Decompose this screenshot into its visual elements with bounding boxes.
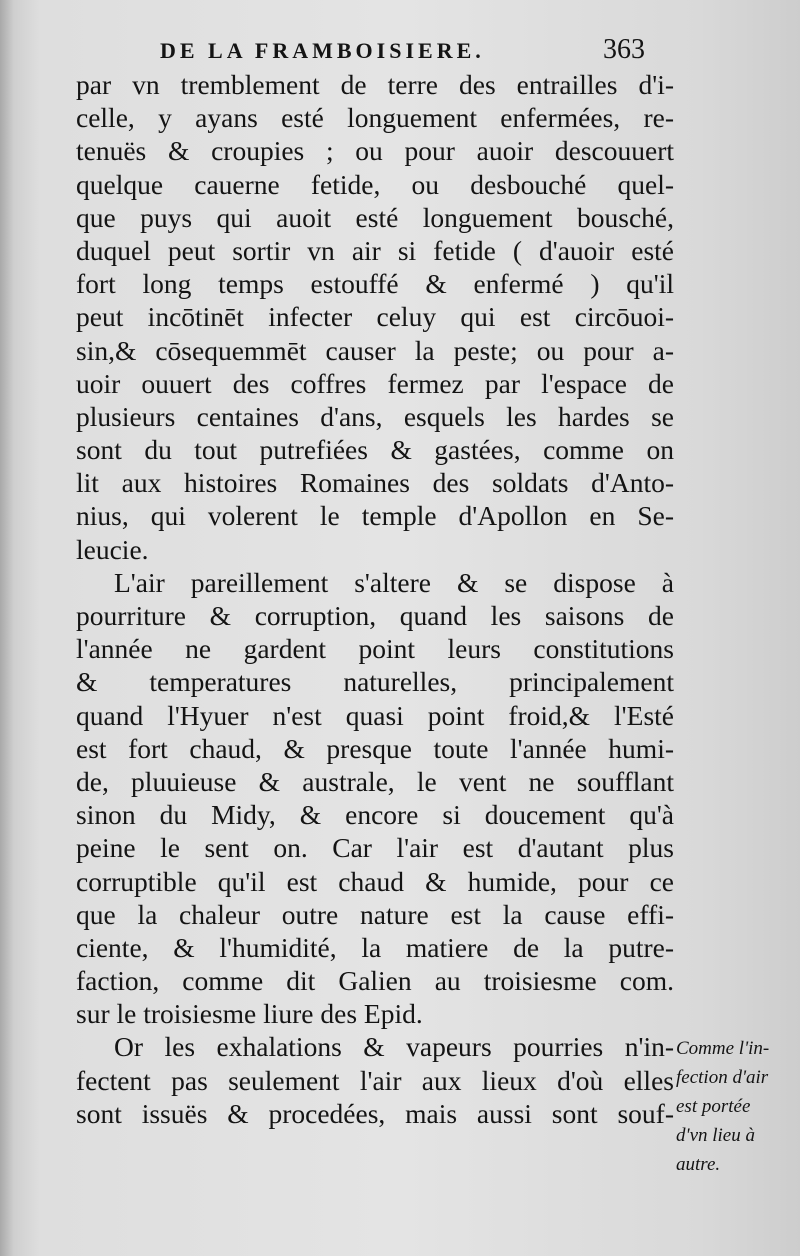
text-line: plusieurs centaines d'ans, esquels les hardes se (76, 400, 674, 432)
text-line: tenuës & croupies ; ou pour auoir descouuert (76, 135, 674, 167)
text-line: que puys qui auoit esté longuement bousché, (76, 201, 674, 233)
text-line: est fort chaud, & presque toute l'année humi- (76, 732, 674, 764)
text-line: peine le sent on. Car l'air est d'autant plus (76, 832, 674, 864)
text-line: sont du tout putrefiées & gastées, comme on (76, 434, 674, 466)
margin-note-line: est portée (676, 1096, 751, 1117)
text-line: quand l'Hyuer n'est quasi point froid,& l'Esté (76, 699, 674, 731)
text-line: & temperatures naturelles, principalement (76, 666, 674, 698)
text-line: l'année ne gardent point leurs constitutions (76, 633, 674, 665)
text-line: fectent pas seulement l'air aux lieux d'où elles (76, 1064, 674, 1096)
text-line: corruptible qu'il est chaud & humide, pour ce (76, 865, 674, 897)
margin-note-line: autre. (676, 1154, 721, 1175)
page-number: 363 (603, 34, 645, 65)
text-line: fort long temps estouffé & enfermé ) qu'il (76, 268, 674, 300)
text-line: duquel peut sortir vn air si fetide ( d'auoir esté (76, 234, 674, 266)
text-line: lit aux histoires Romaines des soldats d'Anto- (76, 467, 674, 499)
margin-note-line: Comme l'in- (676, 1038, 770, 1059)
text-line: que la chaleur outre nature est la cause effi- (76, 898, 674, 930)
text-line: celle, y ayans esté longuement enfermées, re- (76, 102, 674, 134)
text-line: uoir ouuert des coffres fermez par l'espace de (76, 367, 674, 399)
paragraph-start-line: Or les exhalations & vapeurs pourries n'in- (114, 1031, 674, 1063)
margin-note-line: d'vn lieu à (676, 1125, 755, 1146)
text-line: sont issuës & procedées, mais aussi sont souf- (76, 1097, 674, 1129)
text-line: ciente, & l'humidité, la matiere de la putre- (76, 931, 674, 963)
margin-note-line: fection d'air (676, 1067, 769, 1088)
text-line: de, pluuieuse & australe, le vent ne soufflant (76, 765, 674, 797)
text-line: par vn tremblement de terre des entrailles d'i- (76, 69, 674, 100)
text-line: sin,& cōsequemmēt causer la peste; ou pour a- (76, 334, 674, 366)
margin-note (676, 1034, 798, 1179)
text-line: leucie. (76, 533, 149, 565)
paragraph-start-line: L'air pareillement s'altere & se dispose à (114, 566, 674, 598)
text-line: peut incōtinēt infecter celuy qui est circōuoi- (76, 301, 674, 333)
text-line: sinon du Midy, & encore si doucement qu'à (76, 799, 674, 831)
text-line: pourriture & corruption, quand les saisons de (76, 600, 674, 631)
text-line: nius, qui volerent le temple d'Apollon en Se- (76, 500, 674, 532)
show-through-marks (700, 488, 704, 510)
body-text (76, 68, 674, 1130)
text-line: sur le troisiesme liure des Epid. (76, 998, 423, 1030)
text-line: quelque cauerne fetide, ou desbouché quel- (76, 168, 674, 200)
running-title: DE LA FRAMBOISIERE. (160, 38, 485, 63)
text-line: faction, comme dit Galien au troisiesme com. (76, 965, 674, 997)
